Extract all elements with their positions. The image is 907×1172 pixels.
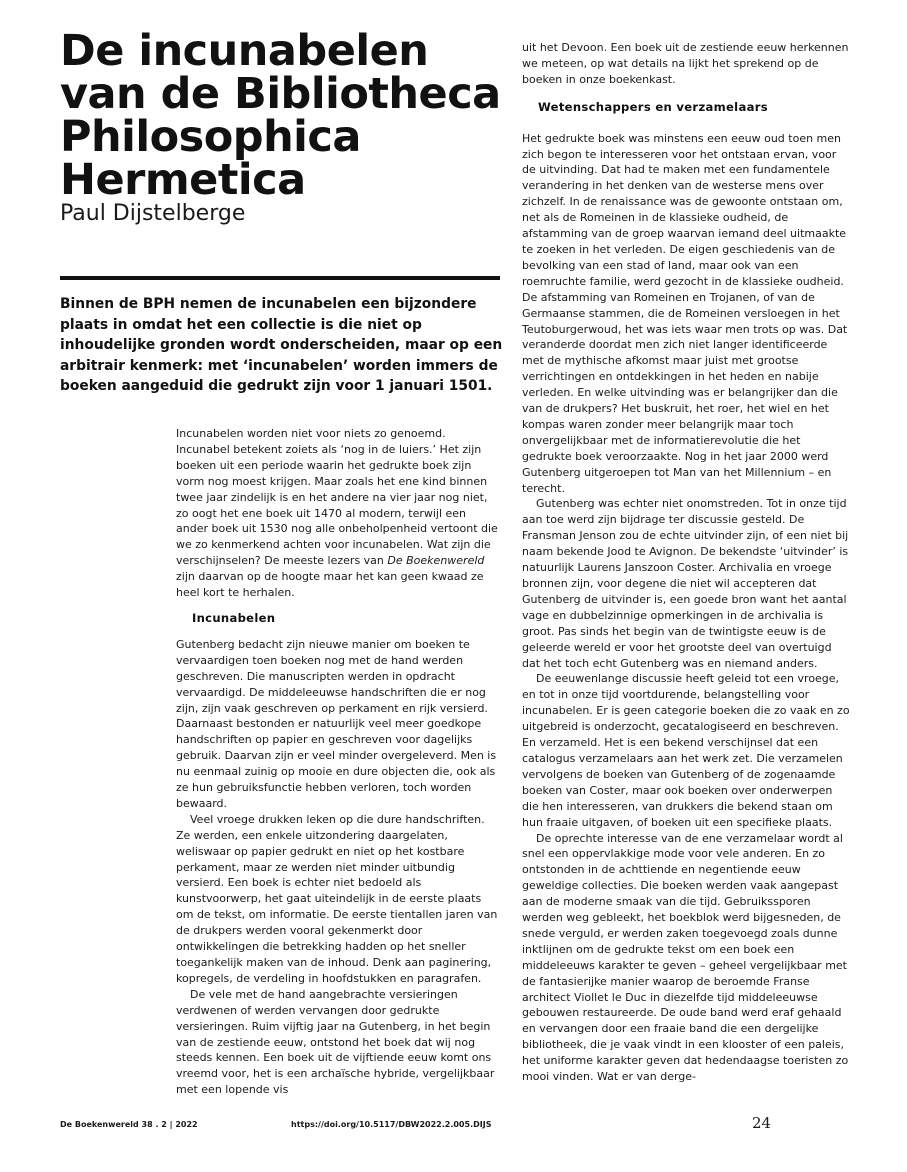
body-paragraph: Veel vroege drukken leken op die dure handschriften. Ze werden, een enkele uitzondering daargelaten, weliswaar op papier gedrukt en niet op het kostbare perkament, maar ze werden niet minder uitbundig versierd. Een boek is echter niet bedoeld als kunstvoorwerp, het gaat uiteindelijk in de eerste plaats om de tekst, om informatie. De eerste tientallen jaren van de drukpers werden vooral gekenmerkt door ontwikkelingen die betrekking hadden op het sneller toegankelijk maken van de inhoud. Denk aan paginering, kopregels, de verdeling in hoofdstukken en paragrafen. [176,812,498,985]
body-paragraph: Het gedrukte boek was minstens een eeuw oud toen men zich begon te interesseren voor het ontstaan ervan, voor de uitvinding. Dat had te maken met een fundamentele verandering in het denken van de westerse mens over zichzelf. In de renaissance was de gewoonte ontstaan om, net als de Romeinen in de klassieke oudheid, de afstamming van de groep waarvan iemand deel uitmaakte te zoeken in het verleden. De eigen geschiedenis van de bevolking van een stad of land, maar ook van een roemruchte familie, werd gezocht in de klassieke oudheid. De afstamming van Romeinen en Trojanen, of van de Germaanse stammen, die de Romeinen versloegen in het Teutoburgerwoud, het was iets waar men trots op was. Dat veranderde doordat men zich niet langer identificeerde met de mythische afkomst maar juist met grootse verrichtingen en ontdekkingen in het heden en nabije verleden. En welke uitvinding was er belangrijker dan die van de drukpers? Het buskruit, het roer, het wiel en het kompas waren zonder meer belangrijk maar toch onvergelijkbaar met de informatierevolutie die het gedrukte boek veroorzaakte. Nog in het jaar 2000 werd Gutenberg uitgeroepen tot Man van het Millennium – en terecht. [522,131,848,495]
doi-link[interactable]: https://doi.org/10.5117/DBW2022.2.005.DIJS [291,1120,492,1129]
body-paragraph: Gutenberg was echter niet onomstreden. Tot in onze tijd aan toe werd zijn bijdrage ter discussie gesteld. De Fransman Jenson zou de echte uitvinder zijn, of een niet bij naam bekende Jood te Avignon. De bekendste ‘uitvinder’ is natuurlijk Laurens Janszoon Coster. Archivalia en vroege bronnen zijn, voor degene die niet wil accepteren dat Gutenberg de uitvinder is, een goede bron want het aantal vage en dubbelzinnige opmerkingen in de archivalia is groot. Pas sinds het begin van de twintigste eeuw is de geleerde wereld er voor het grootste deel van overtuigd dat het toch echt Gutenberg was en niemand anders. [522,497,849,670]
body-paragraph: De vele met de hand aangebrachte versieringen verdwenen of werden vervangen door gedrukte versieringen. Ruim vijftig jaar na Gutenberg, in het begin van de zestiende eeuw, ontstond het boek dat wij nog steeds kennen. Een boek uit de vijftiende eeuw komt ons vreemd voor, het is een archaïsche hybride, vergelijkbaar met een lopende vis [176,987,495,1097]
author-name: Paul Dijstelberge [60,201,246,226]
body-paragraph: Gutenberg bedacht zijn nieuwe manier om boeken te vervaardigen toen boeken nog met de hand werden geschreven. Die manuscripten werden in opdracht vervaardigd. De middeleeuwse handschriften die er nog zijn, zijn vaak geschreven op perkament en rijk versierd. Daarnaast bestonden er natuurlijk veel meer goedkope handschriften op papier en geschreven voor dagelijks gebruik. Daarvan zijn er veel minder overgeleverd. Men is nu eenmaal zuinig op mooie en dure objecten die, ook als ze hun gebruiksfunctie hebben verloren, toch worden bewaard. [176,637,497,810]
intro-paragraph [176,426,498,601]
title-line: Hermetica [60,155,306,205]
body-paragraph: De oprechte interesse van de ene verzamelaar wordt al snel een oppervlakkige mode voor vele anderen. En zo ontstonden in de achttiende en negentiende eeuw geweldige collecties. Die boeken werden vaak aangepast aan de moderne smaak van die tijd. Gebruikssporen werden weg gebleekt, het boekblok werd bijgesneden, de snede verguld, er werden zaken toegevoegd zoals dunne inktlijnen om de gedrukte tekst om een boek een middeleeuws karakter te geven – geheel vergelijkbaar met de fantasierijke manier waarop de beroemde Franse architect Viollet le Duc in diezelfde tijd middeleeuwse gebouwen restaureerde. De oude band werd eraf gehaald en vervangen door een fraaie band die een dergelijke bibliotheek, die je vaak vindt in een klooster of een paleis, het uniforme karakter geven dat hedendaagse toeristen zo mooi vinden. Wat er van derge- [522,831,849,1084]
left-text-column [176,426,498,1098]
body-paragraph: De eeuwenlange discussie heeft geleid tot een vroege, en tot in onze tijd voortdurende, belangstelling voor incunabelen. Er is geen categorie boeken die zo vaak en zo uitgebreid is onderzocht, gecatalogiseerd en beschreven. En verzameld. Het is een bekend verschijnsel dat een catalogus verzamelaars aan het werk zet. Die verzamelen vervolgens de boeken van Gutenberg of de zogenaamde boeken van Coster, maar ook boeken over onderwerpen die hen interesseren, van drukkers die bekend staan om hun fraaie uitgaven, of boeken uit een specifieke plaats. [522,672,850,829]
page-number: 24 [752,1114,772,1132]
title-line: Philosophica [60,112,361,162]
section-heading: Incunabelen [192,610,276,625]
intro-text-end: zijn daarvan op de hoogte maar het kan geen kwaad ze heel kort te herhalen. [176,570,484,600]
magazine-name: De Boekenwereld [387,554,485,568]
title-line: De incunabelen [60,26,429,76]
journal-citation: De Boekenwereld 38 . 2 | 2022 [60,1120,198,1129]
section-heading: Wetenschappers en verzamelaars [538,99,768,114]
title-line: van de Bibliotheca [60,69,501,119]
article-title [60,26,520,205]
title-divider [60,276,500,280]
body-paragraph: uit het Devoon. Een boek uit de zestiende eeuw herkennen we meteen, op wat details na lijkt het sprekend op de boeken in onze boekenkast. [522,41,849,86]
intro-text: Incunabelen worden niet voor niets zo genoemd. Incunabel betekent zoiets als ‘nog in de luiers.’ Het zijn boeken uit een periode waarin het gedrukte boek zijn vorm nog moest krijgen. Maar zoals het ene kind binnen twee jaar zindelijk is en het andere na vier jaar nog niet, zo oogt het ene boek uit 1470 al modern, terwijl een ander boek uit 1530 nog alle onbeholpenheid vertoont die we zo kenmerkend achten voor incunabelen. Wat zijn die verschijnselen? De meeste lezers van [176,427,498,568]
lead-paragraph: Binnen de BPH nemen de incunabelen een bijzondere plaats in omdat het een collectie is die niet op inhoudelijke gronden wordt onderscheiden, maar op een arbitrair kenmerk: met ‘incunabelen’ worden immers de boeken aangeduid die gedrukt zijn voor 1 januari 1501. [60,296,503,395]
right-text-column [522,40,852,1085]
